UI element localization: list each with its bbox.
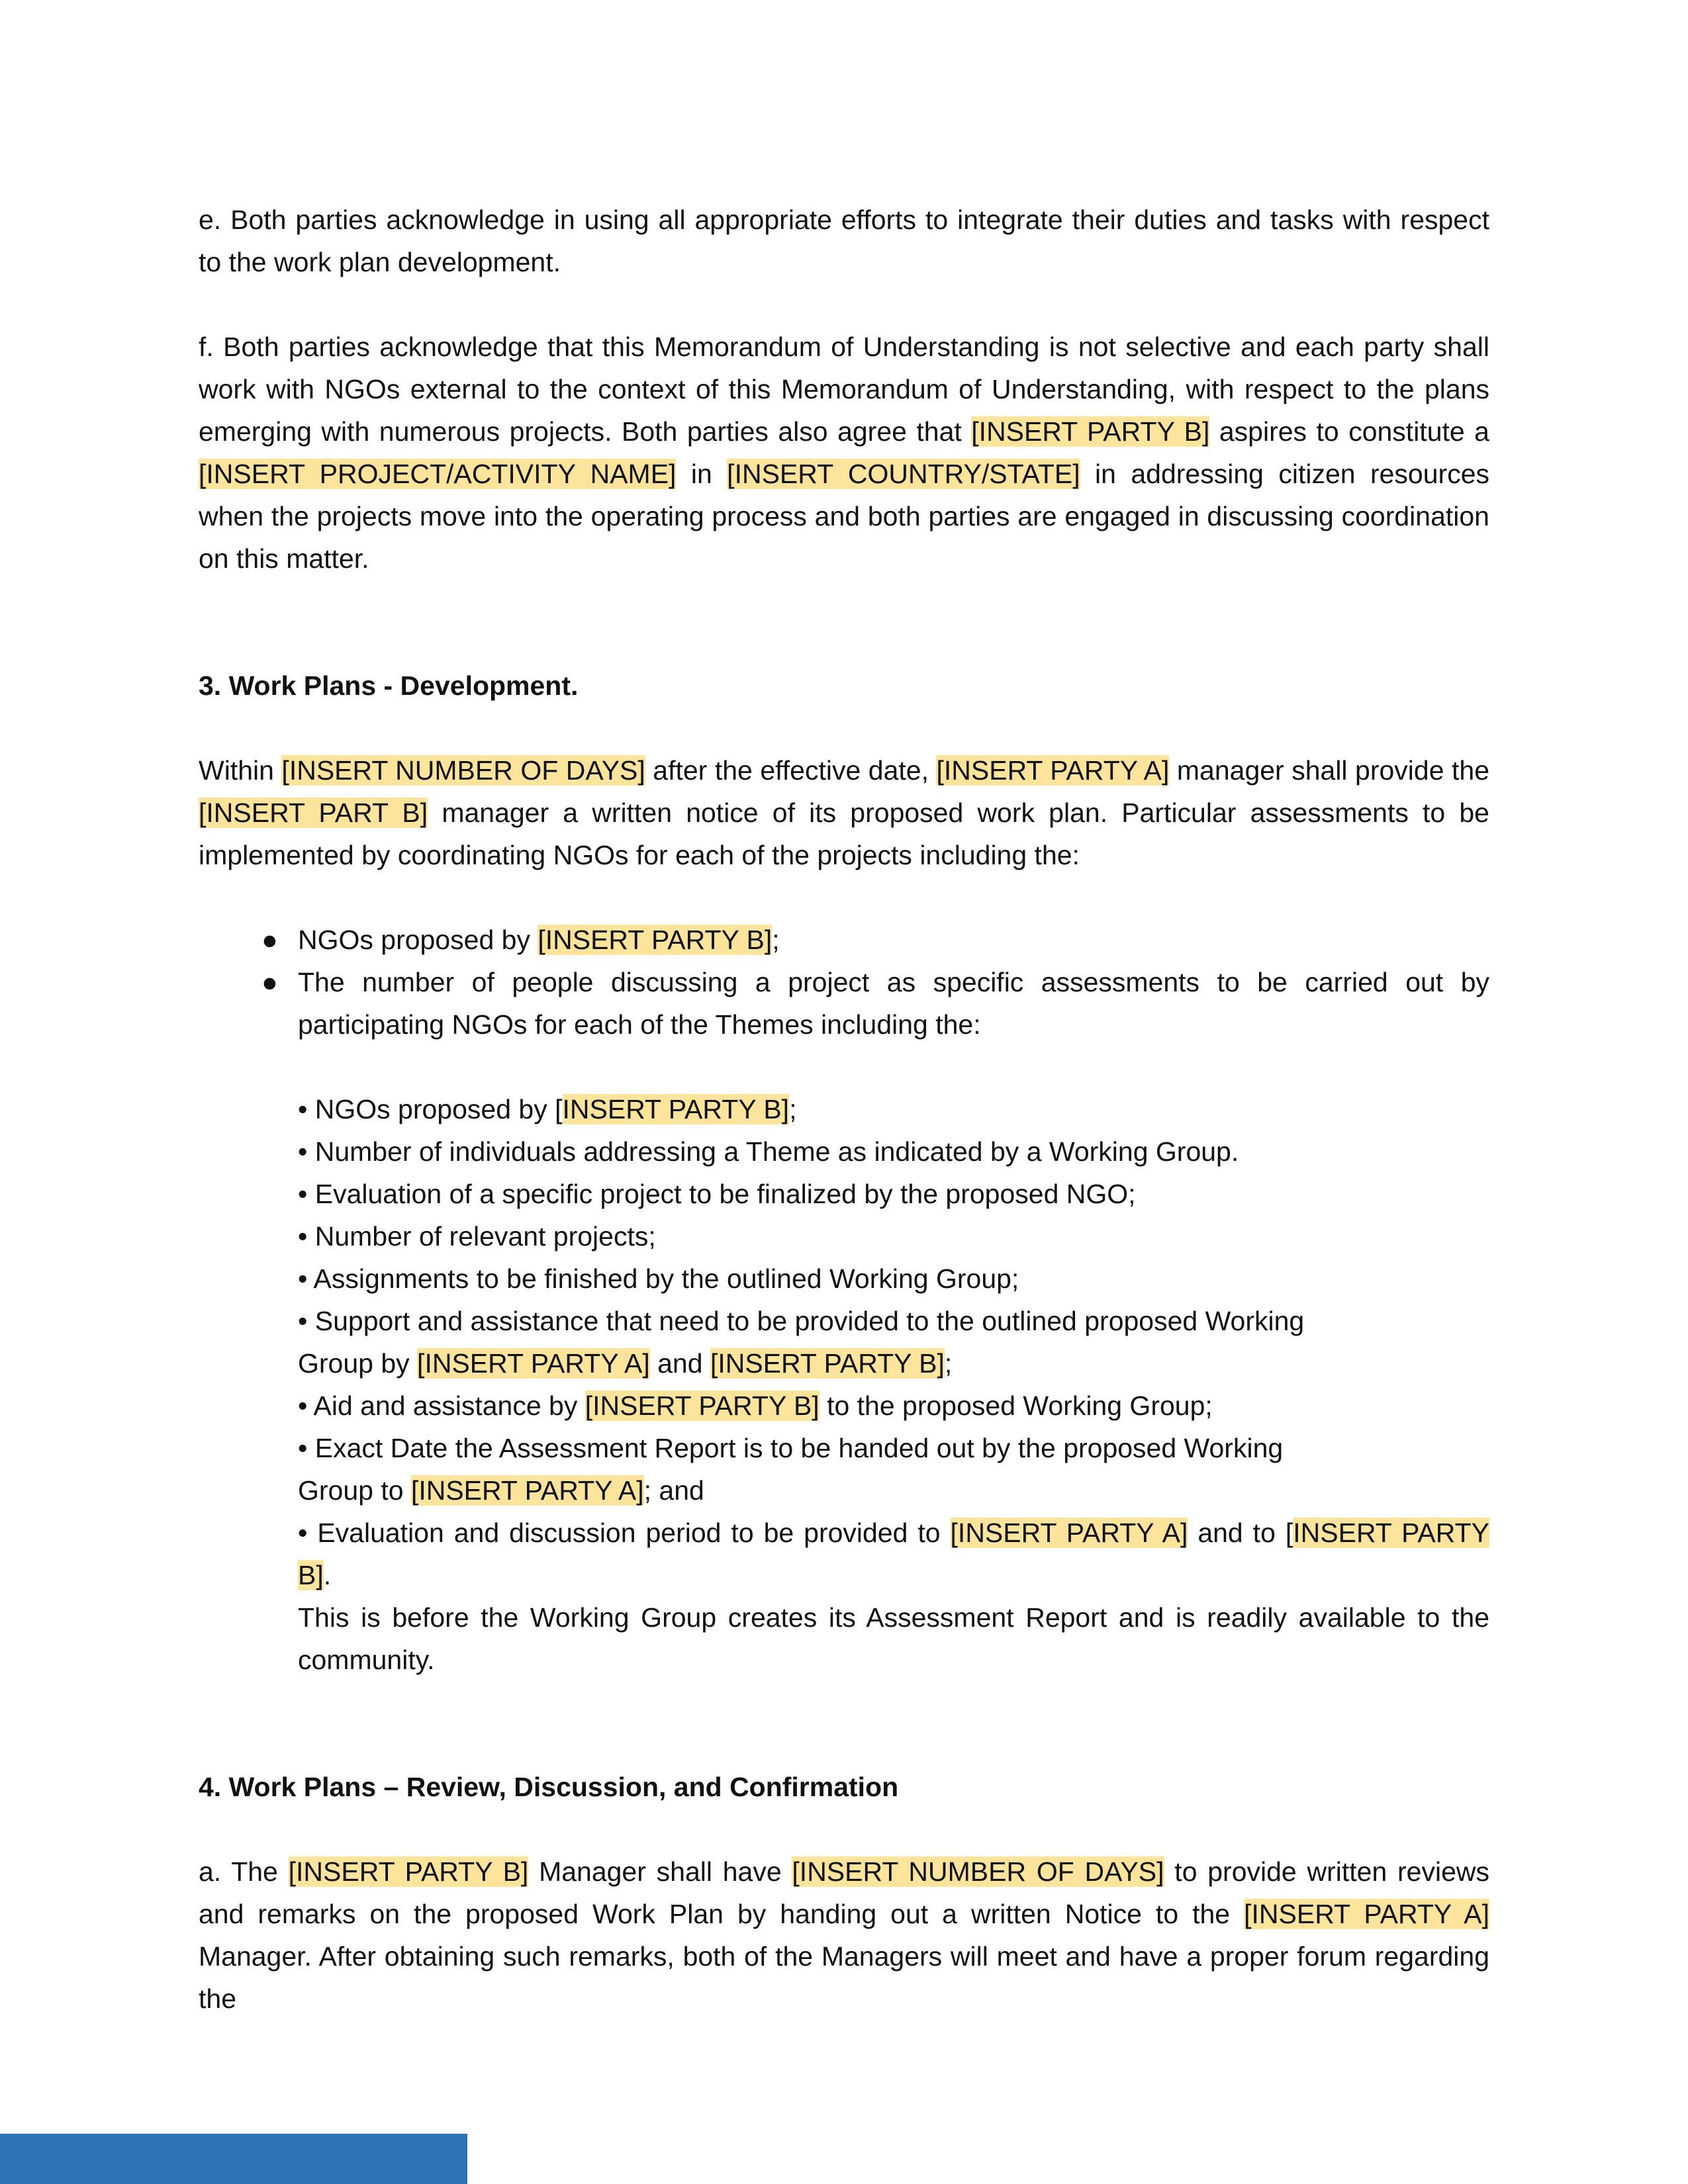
sub-item-text: [: [555, 1094, 563, 1124]
list-item: [298, 1342, 1489, 1385]
section-3-text-1: Within: [199, 755, 282, 786]
section-4-text-3: to provide written reviews and remarks on the proposed Work Plan by handing out a written Notice to the: [199, 1856, 1489, 1929]
sub-item-text: and to: [1188, 1518, 1286, 1548]
placeholder-party-b: [INSERT PARTY B]: [288, 1856, 529, 1887]
section-4-text-2: Manager shall have: [528, 1856, 792, 1887]
placeholder-party-a: [INSERT PARTY A]: [417, 1348, 650, 1379]
list-item: [199, 919, 1489, 961]
list-item: • Support and assistance that need to be provided to the outlined proposed Working: [298, 1306, 1305, 1336]
list-item: [298, 1385, 1489, 1427]
section-3-text-2: after the effective date,: [645, 755, 937, 786]
sub-item-text: • Evaluation and discussion period to be provided to: [298, 1518, 951, 1548]
footer-accent-bar: [0, 2134, 467, 2184]
bullet-icon: ●: [261, 925, 278, 955]
list-item: [199, 961, 1489, 1046]
sub-item-text: • Aid and assistance by: [298, 1390, 585, 1421]
bullet-2-text: The number of people discussing a project as specific assessments to be carried out by participating NGOs for each of the Themes including the:: [298, 967, 1489, 1040]
list-item: • Assignments to be finished by the outlined Working Group;: [298, 1263, 1019, 1294]
list-item: • Number of individuals addressing a Theme as indicated by a Working Group.: [298, 1136, 1239, 1167]
placeholder-number-of-days: [INSERT NUMBER OF DAYS]: [281, 755, 645, 786]
list-item: • Number of relevant projects;: [298, 1221, 656, 1251]
sub-item-text: ; and: [643, 1475, 704, 1506]
placeholder-party-a: [INSERT PARTY A]: [1244, 1899, 1489, 1929]
placeholder-party-a: [INSERT PARTY A]: [936, 755, 1170, 786]
sub-item-text: ;: [944, 1348, 953, 1379]
sub-item-text: .: [323, 1560, 332, 1590]
paragraph-f-text-2: aspires to constitute a: [1209, 416, 1489, 447]
section-3-text-4: manager a written notice of its proposed work plan. Particular assessments to be implemented by coordinating NGOs for each of the projects including the:: [199, 797, 1489, 870]
placeholder-party-b: INSERT PARTY B]: [562, 1094, 790, 1124]
paragraph-e: [199, 199, 1489, 283]
sub-item-text: and: [649, 1348, 710, 1379]
sub-item-text: • NGOs proposed by: [298, 1094, 555, 1124]
paragraph-f-text-3: in: [676, 459, 727, 489]
theme-sub-list: [199, 1088, 1489, 1681]
list-item: This is before the Working Group creates its Assessment Report and is readily available to the community.: [298, 1602, 1489, 1675]
placeholder-project-name: [INSERT PROJECT/ACTIVITY NAME]: [199, 459, 677, 489]
bullet-1-text: NGOs proposed by: [298, 925, 538, 955]
list-item: [298, 1469, 1489, 1512]
placeholder-party-a: [INSERT PARTY A]: [410, 1475, 644, 1506]
section-3-heading: 3. Work Plans - Development.: [199, 670, 579, 701]
section-4-text-1: a. The: [199, 1856, 289, 1887]
placeholder-party-b: [INSERT PARTY B]: [538, 925, 773, 955]
list-item: [298, 1512, 1489, 1596]
placeholder-country-state: [INSERT COUNTRY/STATE]: [727, 459, 1080, 489]
sub-item-text: [: [1285, 1518, 1293, 1548]
section-3-paragraph: [199, 749, 1489, 876]
paragraph-f: [199, 326, 1489, 580]
placeholder-party-b: [INSERT PARTY B]: [710, 1348, 945, 1379]
placeholder-party-a: [INSERT PARTY A]: [950, 1518, 1188, 1548]
placeholder-party-b: [INSERT PARTY B]: [585, 1390, 820, 1421]
bullet-1-end: ;: [772, 925, 780, 955]
paragraph-f-text-1: f. Both parties acknowledge that this Memorandum of Understanding is not selective and each party shall work with NGOs external to the context of this Memorandum of Understanding, with respect to the plans emerging with numerous projects. Both parties also agree that: [199, 332, 1489, 447]
placeholder-part-b: [INSERT PART B]: [199, 797, 428, 828]
placeholder-party-b: [INSERT PARTY B]: [971, 416, 1210, 447]
paragraph-f-text-4: in addressing citizen resources when the projects move into the operating process and both parties are engaged in discussing coordination on this matter.: [199, 459, 1489, 574]
section-4-heading: 4. Work Plans – Review, Discussion, and Confirmation: [199, 1772, 899, 1802]
section-4-text-4: Manager. After obtaining such remarks, both of the Managers will meet and have a proper forum regarding the: [199, 1941, 1489, 2014]
bullet-icon: ●: [261, 967, 278, 997]
list-item: • Exact Date the Assessment Report is to be handed out by the proposed Working: [298, 1433, 1284, 1463]
section-4-paragraph-a: [199, 1850, 1489, 2020]
sub-item-text: ;: [789, 1094, 797, 1124]
placeholder-party-b: INSERT PARTY B]: [298, 1518, 1489, 1590]
sub-item-text: Group to: [298, 1475, 411, 1506]
sub-item-text: Group by: [298, 1348, 418, 1379]
paragraph-e-text: e. Both parties acknowledge in using all appropriate efforts to integrate their duties and tasks with respect to the work plan development.: [199, 205, 1489, 277]
section-3-text-3: manager shall provide the: [1169, 755, 1489, 786]
list-item: [298, 1088, 1489, 1130]
work-plan-bullet-list: [199, 919, 1489, 1046]
sub-item-text: to the proposed Working Group;: [819, 1390, 1213, 1421]
list-item: • Evaluation of a specific project to be finalized by the proposed NGO;: [298, 1179, 1136, 1209]
placeholder-number-of-days: [INSERT NUMBER OF DAYS]: [792, 1856, 1164, 1887]
document-body: [199, 199, 1489, 2020]
